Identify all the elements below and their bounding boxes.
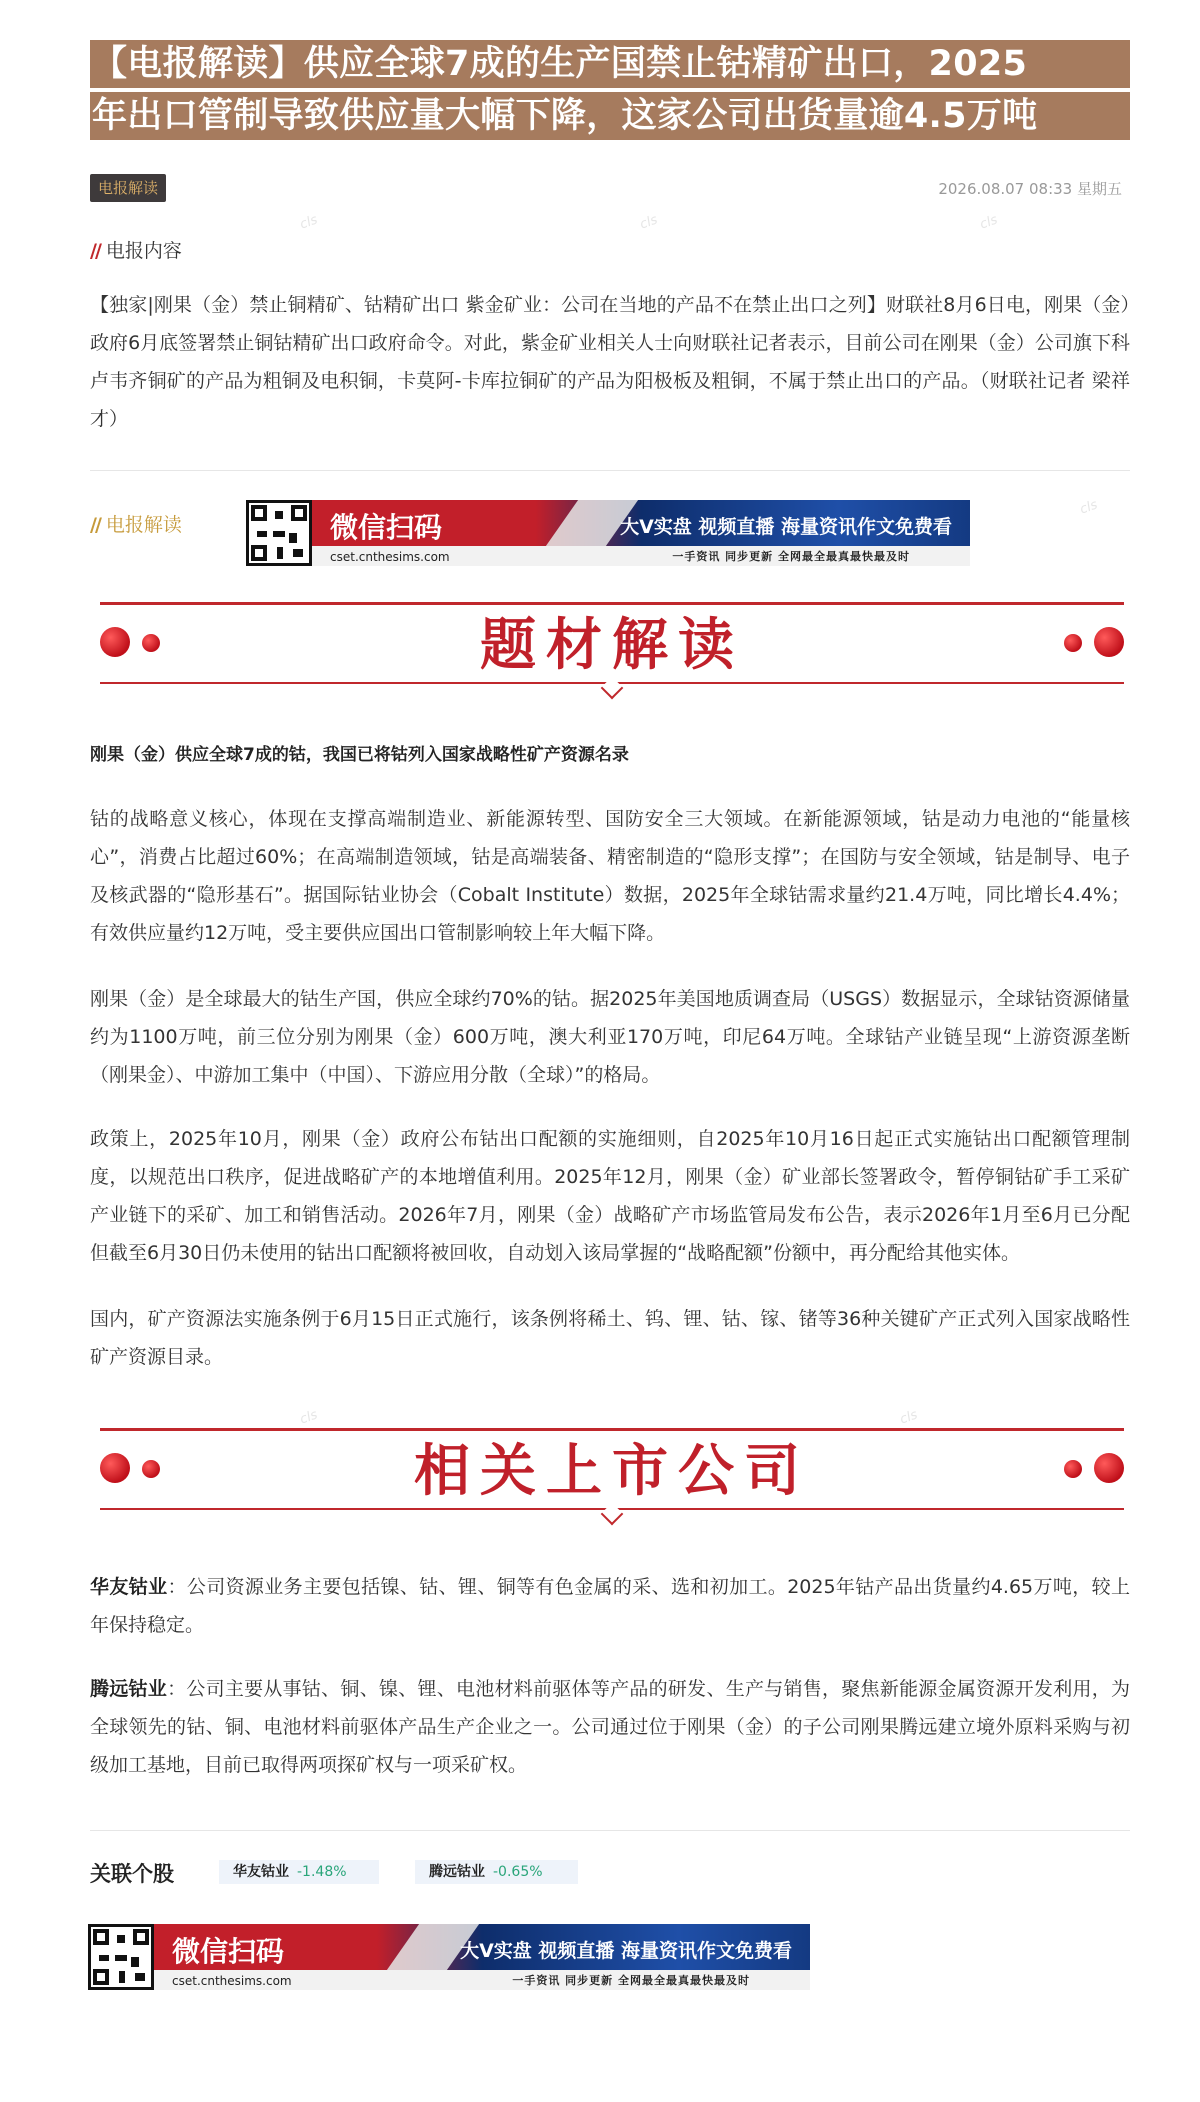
watermark: cls xyxy=(637,212,660,233)
watermark: cls xyxy=(297,212,320,233)
category-tag[interactable]: 电报解读 xyxy=(90,174,166,202)
related-stock-chip[interactable] xyxy=(415,1860,578,1884)
section-label: 电报内容 xyxy=(105,240,182,262)
qr-code-icon xyxy=(88,1924,154,1990)
company-desc: ：公司资源业务主要包括镍、钴、锂、铜等有色金属的采、选和初加工。2025年钴产品出货量约4.65万吨，较上年保持稳定。 xyxy=(90,1576,1130,1636)
body-paragraph: 国内，矿产资源法实施条例于6月15日正式施行，该条例将稀土、钨、锂、钴、镓、锗等36种关键矿产正式列入国家战略性矿产资源目录。 xyxy=(90,1308,1130,1368)
ad-wechat-text: 微信扫码 xyxy=(172,1935,285,1968)
wechat-ad-banner[interactable] xyxy=(88,1924,810,1990)
section-slash-icon: // xyxy=(90,240,100,262)
body-paragraph: 刚果（金）是全球最大的钴生产国，供应全球约70%的钴。据2025年美国地质调查局（USGS）数据显示，全球钴资源储量约为1100万吨，前三位分别为刚果（金）600万吨，澳大利亚170万吨，印尼64万吨。全球钴产业链呈现“上游资源垄断（刚果金）、中游加工集中（中国）、下游应用分散（全球）”的格局。 xyxy=(90,988,1130,1086)
topic-subheading: 刚果（金）供应全球7成的钴，我国已将钴列入国家战略性矿产资源名录 xyxy=(90,745,629,765)
stock-name: 华友钴业 xyxy=(233,1864,289,1880)
companies-banner xyxy=(100,1428,1124,1528)
lead-paragraph: 【独家|刚果（金）禁止铜精矿、钴精矿出口 紫金矿业：公司在当地的产品不在禁止出口之列】财联社8月6日电，刚果（金）政府6月底签署禁止铜钴精矿出口政府命令。对此，紫金矿业相关人士向财联社记者表示，目前公司在刚果（金）公司旗下科卢韦齐铜矿的产品为粗铜及电积铜，卡莫阿-卡库拉铜矿的产品为阳极板及粗铜，不属于禁止出口的产品。（财联社记者 梁祥才） xyxy=(90,294,1130,430)
section-head-interpret xyxy=(90,510,182,537)
ad-subtext: 一手资讯 同步更新 全网最全最真最快最及时 xyxy=(672,550,910,563)
publish-datetime: 2026.08.07 08:33 星期五 xyxy=(938,180,1122,198)
watermark: cls xyxy=(977,212,1000,233)
company-paragraph xyxy=(90,1670,1130,1784)
company-name[interactable]: 腾远钴业 xyxy=(90,1678,168,1700)
ad-slogan: 大V实盘 视频直播 海量资讯作文免费看 xyxy=(460,1940,792,1962)
stock-change: -0.65% xyxy=(493,1864,543,1880)
article-title xyxy=(90,40,1130,144)
related-stock-chip[interactable] xyxy=(219,1860,379,1884)
ad-wechat-text: 微信扫码 xyxy=(330,511,443,544)
title-line-1: 【电报解读】供应全球7成的生产国禁止钴精矿出口，2025 xyxy=(90,40,1130,88)
banner-title: 题材解读 xyxy=(480,612,744,678)
ad-subtext: 一手资讯 同步更新 全网最全最真最快最及时 xyxy=(512,1974,750,1987)
divider xyxy=(90,470,1130,471)
watermark: cls xyxy=(1077,497,1100,518)
related-stocks-label: 关联个股 xyxy=(90,1862,174,1886)
company-desc: ：公司主要从事钴、铜、镍、锂、电池材料前驱体等产品的研发、生产与销售，聚焦新能源金属资源开发利用，为全球领先的钴、铜、电池材料前驱体产品生产企业之一。公司通过位于刚果（金）的子公司刚果腾远建立境外原料采购与初级加工基地，目前已取得两项探矿权与一项采矿权。 xyxy=(90,1678,1130,1776)
qr-code-icon xyxy=(246,500,312,566)
stock-name: 腾远钴业 xyxy=(429,1864,485,1880)
watermark: cls xyxy=(897,1407,920,1428)
body-paragraph: 钴的战略意义核心，体现在支撑高端制造业、新能源转型、国防安全三大领域。在新能源领域，钴是动力电池的“能量核心”，消费占比超过60%；在高端制造领域，钴是高端装备、精密制造的“隐形支撑”；在国防与安全领域，钴是制导、电子及核武器的“隐形基石”。据国际钴业协会（Cobalt Institute）数据，2025年全球钴需求量约21.4万吨，同比增长4.4%；有效供应量约12万吨，受主要供应国出口管制影响较上年大幅下降。 xyxy=(90,808,1130,944)
ad-url[interactable]: cset.cnthesims.com xyxy=(172,1974,292,1988)
stock-change: -1.48% xyxy=(297,1864,347,1880)
wechat-ad-banner[interactable] xyxy=(246,500,970,566)
ad-slogan: 大V实盘 视频直播 海量资讯作文免费看 xyxy=(620,516,952,538)
watermark: cls xyxy=(297,1407,320,1428)
section-slash-icon: // xyxy=(90,514,100,536)
title-line-2: 年出口管制导致供应量大幅下降，这家公司出货量逾4.5万吨 xyxy=(90,92,1130,140)
section-label: 电报解读 xyxy=(105,514,182,536)
body-paragraph: 政策上，2025年10月，刚果（金）政府公布钴出口配额的实施细则，自2025年10月16日起正式实施钴出口配额管理制度，以规范出口秩序，促进战略矿产的本地增值利用。2025年12月，刚果（金）矿业部长签署政令，暂停铜钴矿手工采矿产业链下的采矿、加工和销售活动。2026年7月，刚果（金）战略矿产市场监管局发布公告，表示2026年1月至6月已分配但截至6月30日仍未使用的钴出口配额将被回收，自动划入该局掌握的“战略配额”份额中，再分配给其他实体。 xyxy=(90,1128,1130,1264)
topic-banner xyxy=(100,602,1124,702)
divider xyxy=(90,1830,1130,1831)
banner-title: 相关上市公司 xyxy=(414,1438,810,1504)
company-name[interactable]: 华友钴业 xyxy=(90,1576,168,1598)
company-paragraph xyxy=(90,1568,1130,1644)
section-head-content xyxy=(90,236,182,263)
ad-url[interactable]: cset.cnthesims.com xyxy=(330,550,450,564)
